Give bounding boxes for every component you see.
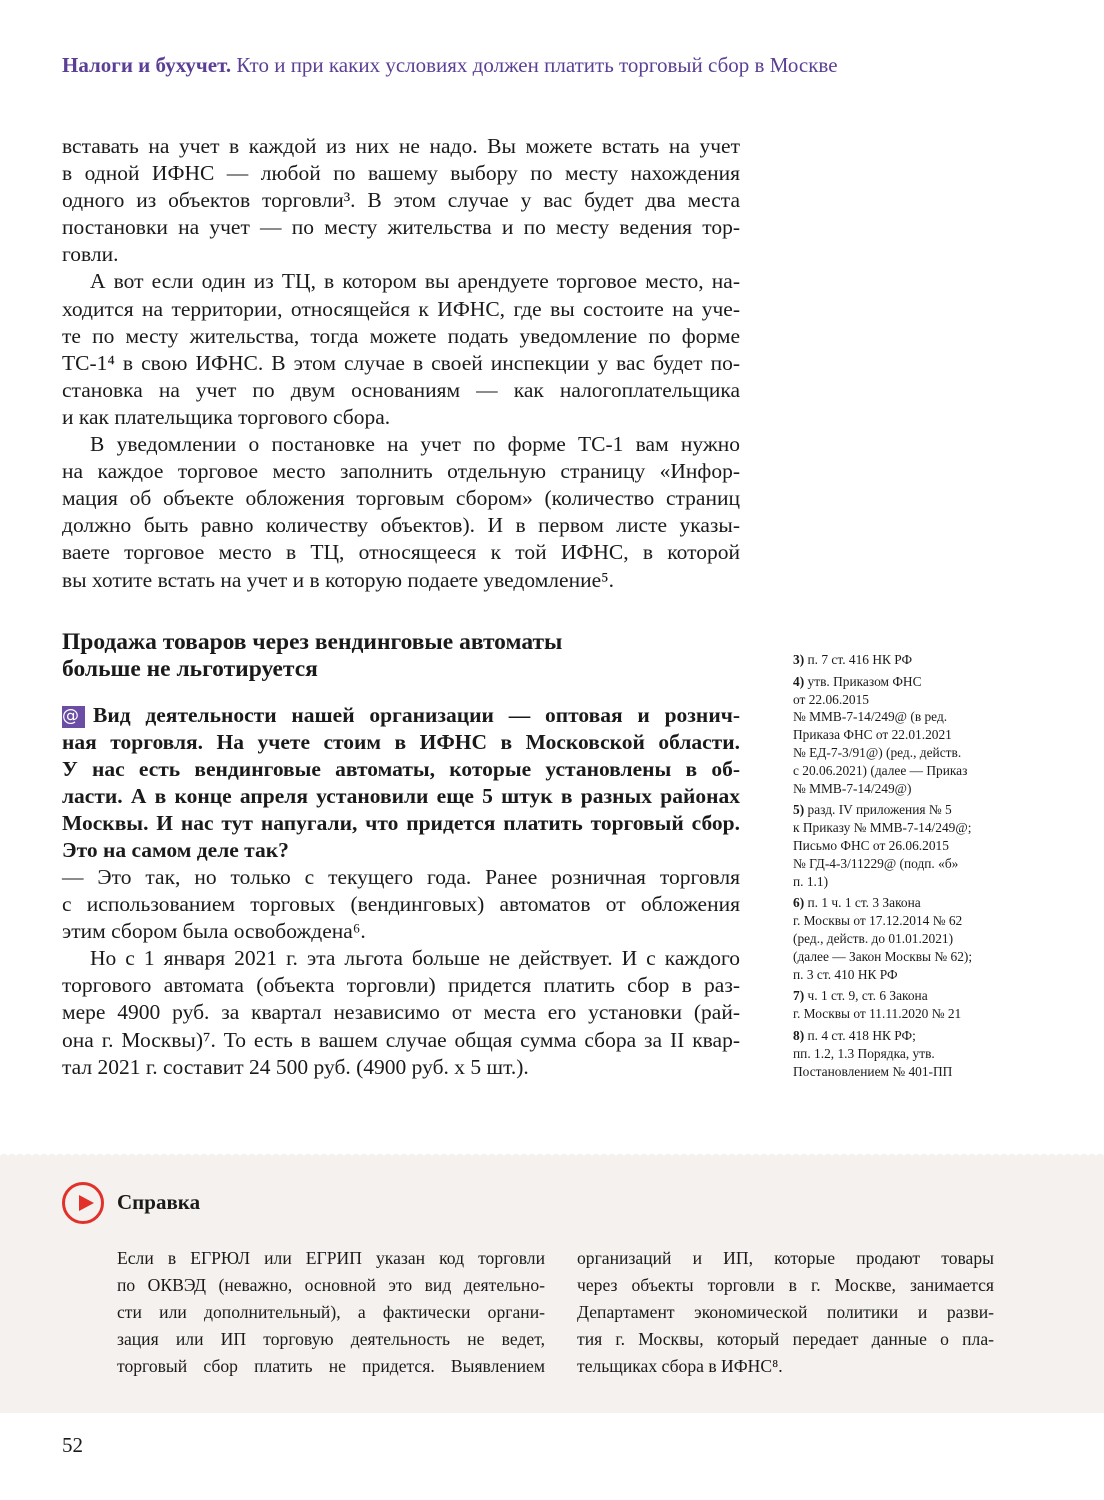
text-line: она г. Москвы)⁷. То есть в вашем случае общая сумма сбора за II квар- [62,1027,740,1052]
question-line [62,756,740,783]
footnote-line [793,744,1013,762]
footnote-line [793,873,1013,891]
reference-line: торговый сбор платить не придется. Выявлением [117,1356,545,1377]
footnote-text: г. Москвы от 11.11.2020 № 21 [793,1006,962,1022]
footnote-line [793,855,1013,873]
reference-line: организаций и ИП, которые продают товары [577,1248,994,1268]
text-line: в одной ИФНС — любой по вашему выбору по месту нахождения [62,161,740,186]
text-line: А вот если один из ТЦ, в котором вы арендуете торговое место, на- [90,269,740,294]
section-heading [62,629,562,683]
text-line: на каждое торговое место заполнить отдельную страницу «Инфор- [62,459,740,484]
footnote-text: Письмо ФНС от 26.06.2015 [793,837,949,853]
footnote-text: г. Москвы от 17.12.2014 № 62 [793,913,963,929]
text-line: вставать на учет в каждой из них не надо. Вы можете встать на учет [62,134,740,158]
text-line: мере 4900 руб. за квартал независимо от места его установки (рай- [62,1000,740,1025]
footnote-text: (ред., действ. до 01.01.2021) [793,930,954,946]
footnote [793,1027,1013,1080]
footnote-line [793,930,1013,948]
text-line: ходится на территории, относящейся к ИФНС, где вы состоите на уче- [62,296,740,321]
reference-line: Если в ЕГРЮЛ или ЕГРИП указан код торговли [117,1248,545,1268]
text-line: одного из объектов торговли³. В этом случае у вас будет два места [62,188,740,213]
footnote-number: 5) [793,802,805,818]
question-text: Вид деятельности нашей организации — оптовая и рознич- [93,703,740,727]
reference-line: зация или ИП торговую деятельность не ведет, [117,1329,545,1350]
text-line: становка на учет по двум основаниям — как налогоплательщика [62,377,740,402]
footnote-line [793,726,1013,744]
footnote-text: п. 1.1) [793,873,829,889]
footnote-text: п. 1 ч. 1 ст. 3 Закона [807,895,921,911]
footnote-number: 4) [793,673,805,689]
question-text: У нас есть вендинговые автоматы, которые установлены в об- [62,757,740,782]
footnote-line [793,1063,1013,1081]
footnote-line [793,651,1013,669]
reference-left-column [117,1245,545,1380]
question-block [62,702,740,865]
footnote-text: с 20.06.2021) (далее — Приказ [793,762,968,778]
footnote-text: от 22.06.2015 [793,691,869,707]
text-line: с использованием торговых (вендинговых) автоматов от обложения [62,892,740,917]
footnote-line [793,1027,1013,1045]
text-line: ваете торговое место в ТЦ, относящееся к той ИФНС, в которой [62,540,740,565]
footnote-line [793,837,1013,855]
footnote-line [793,948,1013,966]
text-line: постановки на учет — по месту жительства и по месту ведения тор- [62,215,740,240]
footnote-line [793,673,1013,691]
answer-block [62,864,740,1081]
question-line [62,783,740,810]
reference-line: сти или дополнительный), а фактически органи- [117,1302,545,1323]
footnote-number: 8) [793,1027,805,1043]
footnote-line [793,1045,1013,1063]
footnote-text: № ГД-4-3/11229@ (подп. «б» [793,855,959,871]
footnote-line [793,819,1013,837]
text-line: должно быть равно количеству объектов). И в первом листе указы- [62,513,740,538]
reference-line: Департамент экономической политики и разви- [577,1302,994,1323]
footnote-text: № ЕД-7-3/91@) (ред., действ. [793,744,962,760]
text-line: и как плательщика торгового сбора. [62,404,391,429]
footnote [793,801,1013,890]
footnote-line [793,1005,1013,1023]
text-line: ТС-1⁴ в свою ИФНС. В этом случае в своей инспекции у вас будет по- [62,350,740,375]
reference-title: Справка [117,1190,201,1214]
text-line: вы хотите встать на учет и в которую подаете уведомление⁵. [62,567,615,592]
footnote-line [793,801,1013,819]
question-text: Это на самом деле так? [62,838,289,863]
text-line: мация об объекте обложения торговым сбором» (количество страниц [62,486,740,511]
footnote-line [793,966,1013,984]
page-number: 52 [62,1433,83,1457]
footnote-number: 7) [793,988,805,1004]
footnote-text: пп. 1.2, 1.3 Порядка, утв. [793,1045,935,1061]
question-line [62,729,740,756]
reference-line: тельщиках сбора в ИФНС⁸. [577,1356,783,1377]
question-text: Москвы. И нас тут напугали, что придется платить торговый сбор. [62,811,740,836]
footnote-line [793,708,1013,726]
text-line: тал 2021 г. составит 24 500 руб. (4900 руб. х 5 шт.). [62,1054,529,1079]
text-line: В уведомлении о постановке на учет по форме ТС-1 вам нужно [90,432,740,457]
footnote-line [793,780,1013,798]
reference-line: тия г. Москвы, который передает данные о пла- [577,1329,994,1350]
text-line: Но с 1 января 2021 г. эта льгота больше не действует. И с каждого [90,946,740,971]
reference-right-column [577,1245,994,1380]
reference-line: по ОКВЭД (неважно, основной это вид деятельно- [117,1275,545,1296]
heading-line: больше не льготируется [62,656,318,682]
footnote-line [793,762,1013,780]
footnote-line [793,691,1013,709]
footnote-text: (далее — Закон Москвы № 62); [793,948,973,964]
footnote-number: 3) [793,652,805,667]
footnote-text: Постановлением № 401-ПП [793,1063,953,1079]
footnote-text: п. 3 ст. 410 НК РФ [793,966,898,982]
footnote-line [793,912,1013,930]
text-line: этим сбором была освобождена⁶. [62,919,366,944]
question-line [62,702,740,729]
footnote-text: разд. IV приложения № 5 [807,802,952,818]
footnote [793,987,1013,1023]
footnote-line [793,987,1013,1005]
footnote [793,894,1013,983]
footnote-text: утв. Приказом ФНС [807,673,922,689]
reference-box [0,1157,1104,1413]
footnote-text: № ММВ-7-14/249@) [793,780,912,796]
question-text: ная торговля. На учете стоим в ИФНС в Московской области. [62,730,740,755]
footnote [793,673,1013,798]
question-line [62,837,740,864]
heading-line: Продажа товаров через вендинговые автоматы [62,629,563,655]
question-text: ласти. А в конце апреля установили еще 5 штук в разных районах [62,784,740,809]
text-line: торгового автомата (объекта торговли) придется платить сбор в раз- [62,973,740,998]
footnote-text: к Приказу № ММВ-7-14/249@; [793,820,972,836]
text-line: — Это так, но только с текущего года. Ранее розничная торговля [62,865,740,889]
footnotes [793,651,1013,1084]
reference-line: через объекты торговли в г. Москве, занимается [577,1275,994,1296]
text-line: те по месту жительства, тогда можете подать уведомление по форме [62,323,740,348]
footnote-text: Приказа ФНС от 22.01.2021 [793,727,952,743]
intro-text [62,133,740,594]
section-name: Налоги и бухучет. [62,53,232,77]
footnote-text: п. 4 ст. 418 НК РФ; [807,1027,916,1043]
at-icon: @ [62,706,85,728]
footnote-number: 6) [793,895,805,911]
running-header [62,53,838,78]
footnote-line [793,894,1013,912]
footnote-text: № ММВ-7-14/249@ (в ред. [793,709,948,725]
question-line [62,810,740,837]
footnote-text: п. 7 ст. 416 НК РФ [807,652,913,667]
footnote [793,651,1013,669]
article-title: Кто и при каких условиях должен платить торговый сбор в Москве [236,53,838,77]
text-line: говли. [62,242,119,267]
play-icon [62,1182,104,1224]
footnote-text: ч. 1 ст. 9, ст. 6 Закона [807,988,928,1004]
